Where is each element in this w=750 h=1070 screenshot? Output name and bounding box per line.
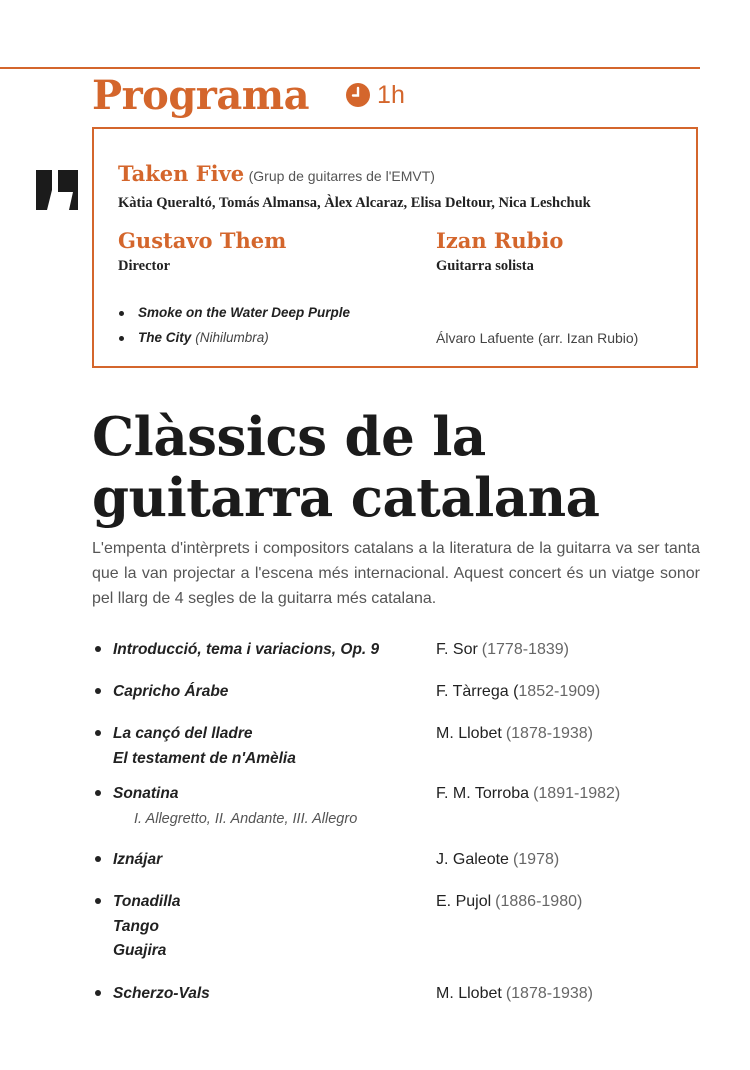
item-title: Smoke on the Water Deep Purple (138, 305, 351, 320)
director-name: Gustavo Them (118, 228, 287, 253)
composer-name: M. Llobet (436, 985, 502, 1002)
bullet (95, 688, 101, 694)
composer-name: F. Sor (436, 641, 478, 658)
bullet (95, 898, 101, 904)
piece-title: Guajira (113, 942, 167, 959)
main-title-line: guitarra catalana (92, 467, 600, 529)
ensemble-heading (118, 161, 435, 186)
bullet (95, 646, 101, 652)
piece-title: Tonadilla (113, 893, 181, 910)
director-role: Director (118, 258, 171, 274)
piece-title: Sonatina (113, 785, 179, 802)
composer-dates: (1778-1839) (481, 641, 569, 658)
piece-title: Iznájar (113, 851, 163, 868)
item-title: The City (138, 330, 192, 345)
soloist-name: Izan Rubio (436, 228, 564, 253)
main-description: L'empenta d'intèrprets i compositors catalans a la literatura de la guitarra va ser tanta que la van projectar a l'escena més internacional. Aquest concert és un viatge sonor pel llarg de 4 segles de la guitarra més catalana. (92, 540, 700, 607)
bullet (119, 311, 124, 316)
piece-movements: I. Allegretto, II. Andante, III. Allegro (134, 810, 358, 827)
piece-title: El testament de n'Amèlia (113, 749, 296, 767)
main-title-line: Clàssics de la (92, 406, 486, 468)
bullet (95, 790, 101, 796)
page-title: Programa (92, 71, 310, 119)
bullet (95, 990, 101, 996)
program-header (92, 68, 405, 122)
composer-name: M. Llobet (436, 725, 502, 742)
piece-title: Capricho Árabe (113, 683, 229, 700)
composer-dates: (1891-1982) (533, 785, 621, 802)
ensemble-name: Taken Five (118, 161, 245, 186)
composer-dates: (1878-1938) (505, 985, 593, 1002)
main-title (92, 407, 712, 529)
bullet (95, 856, 101, 862)
composer-dates: (1878-1938) (505, 725, 593, 742)
item-composer: Álvaro Lafuente (arr. Izan Rubio) (436, 330, 639, 346)
composer-name: F. Tàrrega ( (436, 683, 519, 700)
composer-name: E. Pujol (436, 893, 492, 910)
composer-dates: (1978) (512, 851, 560, 868)
soloist-role: Guitarra solista (436, 258, 534, 274)
bullet (95, 730, 101, 736)
ensemble-members: Kàtia Queraltó, Tomás Almansa, Àlex Alcaraz, Elisa Deltour, Nica Leshchuk (118, 195, 591, 211)
first-part-item (138, 305, 350, 320)
composer-dates: 1852-1909) (518, 683, 601, 700)
bullet (119, 336, 124, 341)
duration (345, 81, 405, 110)
item-note: (Nihilumbra) (195, 330, 269, 345)
quote-icon (36, 170, 78, 210)
ensemble-note: (Grup de guitarres de l'EMVT) (248, 168, 435, 184)
composer-name: J. Galeote (436, 851, 509, 868)
composer-name: F. M. Torroba (436, 785, 530, 802)
piece-title: Tango (113, 917, 159, 935)
duration-text: 1h (377, 80, 405, 109)
piece-title: Scherzo-Vals (113, 985, 210, 1002)
first-part-item (138, 330, 269, 345)
piece-title: Introducció, tema i variacions, Op. 9 (113, 641, 380, 658)
composer-dates: (1886-1980) (495, 893, 583, 910)
piece-title: La cançó del lladre (113, 725, 253, 742)
clock-icon (345, 82, 371, 108)
